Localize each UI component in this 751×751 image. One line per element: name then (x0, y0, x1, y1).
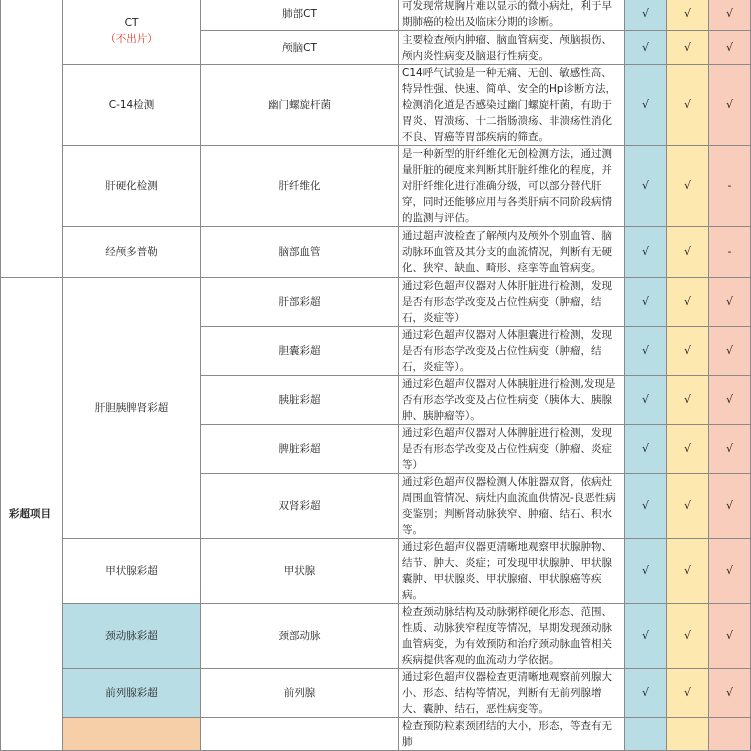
check-mark-package-3: √ (709, 327, 751, 376)
check-mark-package-2: √ (667, 539, 709, 604)
check-mark-package-1: √ (625, 474, 667, 539)
part-cell: 胰脏彩超 (201, 376, 399, 425)
check-mark-package-1: √ (625, 227, 667, 278)
check-mark-package-1: √ (625, 327, 667, 376)
description-cell: 检查颈动脉结构及动脉粥样硬化形态、范围、性质、动脉狭窄程度等情况，早期发现颈动脉血管病变，为有效预防和治疗颈动脉血管相关疾病提供客观的血流动力学依据。 (399, 604, 625, 669)
item-cell: C-14检测 (63, 65, 201, 146)
check-mark-package-3: √ (709, 604, 751, 669)
check-mark-package-3: - (709, 146, 751, 227)
check-mark-package-2: √ (667, 0, 709, 31)
part-cell: 前列腺 (201, 669, 399, 718)
check-mark-package-3: √ (709, 474, 751, 539)
check-mark-package-3 (709, 718, 751, 751)
part-cell: 脑部血管 (201, 227, 399, 278)
check-mark-package-2: √ (667, 376, 709, 425)
table-row (1, 278, 751, 327)
check-mark-package-2: √ (667, 327, 709, 376)
description-cell: 是一种新型的肝纤维化无创检测方法，通过测量肝脏的硬度来判断其肝脏纤维化的程度，并对肝纤维化进行准确分级，可以部分替代肝穿，同时还能够应用与各类肝病不同阶段病情的监测与评估。 (399, 146, 625, 227)
check-mark-package-2: √ (667, 31, 709, 65)
part-cell: 肝纤维化 (201, 146, 399, 227)
item-cell: 经颅多普勒 (63, 227, 201, 278)
item-label: CT (124, 16, 139, 29)
table-row (1, 227, 751, 278)
description-cell: 通过彩色超声仪器对人体肝脏进行检测，发现是否有形态学改变及占位性病变（肿瘤，结石，炎症等） (399, 278, 625, 327)
part-cell: 双肾彩超 (201, 474, 399, 539)
check-mark-package-2: √ (667, 669, 709, 718)
check-mark-package-3: - (709, 227, 751, 278)
check-mark-package-1: √ (625, 539, 667, 604)
category-cell-previous (1, 0, 63, 278)
check-mark-package-2: √ (667, 278, 709, 327)
description-cell: 主要检查颅内肿瘤、脑血管病变、颅脑损伤、颅内炎性病变及脑退行性病变。 (399, 31, 625, 65)
check-mark-package-1: √ (625, 604, 667, 669)
description-cell: 通过超声波检查了解颅内及颅外个别血管、脑动脉环血管及其分支的血流情况，判断有无硬化、狭窄、缺血、畸形、痉挛等血管病变。 (399, 227, 625, 278)
part-cell (201, 718, 399, 751)
check-mark-package-2: √ (667, 227, 709, 278)
check-mark-package-2 (667, 718, 709, 751)
table-row (1, 65, 751, 146)
item-cell: 肝硬化检测 (63, 146, 201, 227)
part-cell: 脾脏彩超 (201, 425, 399, 474)
part-cell: 颅脑CT (201, 31, 399, 65)
check-mark-package-2: √ (667, 425, 709, 474)
table-row (1, 0, 751, 31)
check-mark-package-1: √ (625, 376, 667, 425)
item-cell (63, 718, 201, 751)
item-cell (63, 0, 201, 65)
table-row (1, 146, 751, 227)
part-cell: 幽门螺旋杆菌 (201, 65, 399, 146)
check-mark-package-3: √ (709, 425, 751, 474)
check-mark-package-1: √ (625, 31, 667, 65)
check-mark-package-1: √ (625, 65, 667, 146)
description-cell: 通过彩色超声仪器对人体胰脏进行检测,发现是否有形态学改变及占位性病变（胰体大、胰腺肿、胰肿瘤等）。 (399, 376, 625, 425)
check-mark-package-3: √ (709, 31, 751, 65)
check-mark-package-1: √ (625, 669, 667, 718)
item-cell: 肝胆胰脾肾彩超 (63, 278, 201, 539)
table-row (1, 718, 751, 751)
item-note: （不出片） (105, 32, 158, 45)
check-mark-package-2: √ (667, 474, 709, 539)
part-cell: 胆囊彩超 (201, 327, 399, 376)
part-cell: 甲状腺 (201, 539, 399, 604)
check-mark-package-2: √ (667, 146, 709, 227)
table-row (1, 669, 751, 718)
description-cell: 通过彩色超声仪器对人体脾脏进行检测，发现是否有形态学改变及占位性病变（肿瘤、炎症等） (399, 425, 625, 474)
check-mark-package-3: √ (709, 278, 751, 327)
check-mark-package-3: √ (709, 65, 751, 146)
description-cell: 通过彩色超声仪器检查更清晰地观察前列腺大小、形态、结构等情况，判断有无前列腺增大、囊肿、结石，恶性病变等。 (399, 669, 625, 718)
check-mark-package-1 (625, 718, 667, 751)
part-cell: 颈部动脉 (201, 604, 399, 669)
category-cell: 彩超项目 (1, 278, 63, 751)
description-cell: 通过彩色超声仪器对人体胆囊进行检测，发现是否有形态学改变及占位性病变（肿瘤，结石，炎症等）。 (399, 327, 625, 376)
description-cell: 检查预防粒素颈团结的大小，形态，等查有无肺 (399, 718, 625, 751)
part-cell: 肝部彩超 (201, 278, 399, 327)
check-mark-package-2: √ (667, 604, 709, 669)
part-cell: 肺部CT (201, 0, 399, 31)
check-mark-package-3: √ (709, 376, 751, 425)
description-cell: 通过彩色超声仪器更清晰地观察甲状腺肿物、结节、肿大、炎症；可发现甲状腺肿、甲状腺囊肿、甲状腺炎、甲状腺瘤、甲状腺癌等疾病。 (399, 539, 625, 604)
check-mark-package-1: √ (625, 146, 667, 227)
description-cell: 通过彩色超声仪器检测人体脏器双肾，依病灶周围血管情况、病灶内血流血供情况-良恶性病变鉴别；判断肾动脉狭窄、肿瘤、结石、积水等。 (399, 474, 625, 539)
item-cell: 前列腺彩超 (63, 669, 201, 718)
description-cell: C14呼气试验是一种无痛、无创、敏感性高、特异性强、快速、简单、安全的Hp诊断方法，检测消化道是否感染过幽门螺旋杆菌，有助于胃炎、胃溃疡、十二指肠溃疡、非溃疡性消化不良、胃癌等胃部疾病的筛查。 (399, 65, 625, 146)
check-mark-package-3: √ (709, 669, 751, 718)
check-mark-package-1: √ (625, 278, 667, 327)
check-mark-package-1: √ (625, 425, 667, 474)
check-mark-package-1: √ (625, 0, 667, 31)
item-cell: 甲状腺彩超 (63, 539, 201, 604)
description-cell: 可发现常规胸片难以显示的微小病灶，利于早期肺癌的检出及临床分期的诊断。 (399, 0, 625, 31)
item-cell: 颈动脉彩超 (63, 604, 201, 669)
check-mark-package-3: √ (709, 0, 751, 31)
check-mark-package-2: √ (667, 65, 709, 146)
check-mark-package-3: √ (709, 539, 751, 604)
table-row (1, 539, 751, 604)
table-row (1, 604, 751, 669)
